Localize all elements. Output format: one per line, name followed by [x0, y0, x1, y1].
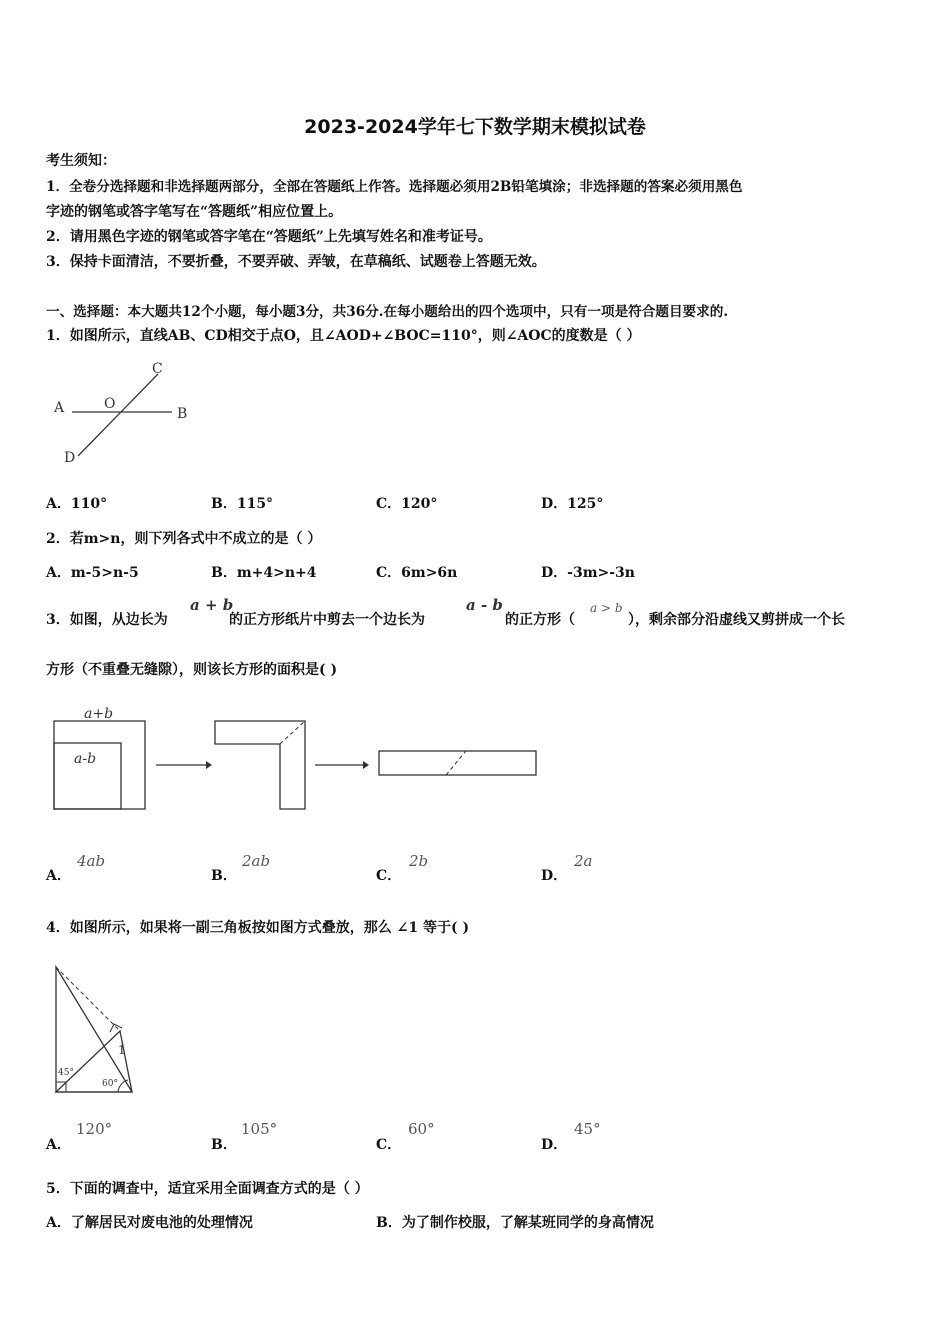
label-60: 60° [102, 1079, 118, 1089]
arrow-1-head [206, 761, 212, 769]
q3-condition: a > b [590, 601, 623, 615]
q4-option-d-letter[interactable]: D． [541, 1137, 568, 1153]
long-rectangle [379, 751, 536, 775]
label-angle-1: 1 [118, 1043, 126, 1057]
notice-item-2: 2．请用黑色字迹的钢笔或答字笔在“答题纸”上先填写姓名和准考证号。 [46, 229, 492, 245]
q5-option-b[interactable]: B．为了制作校服，了解某班同学的身高情况 [376, 1215, 654, 1231]
q3-expr-a-minus-b: a - b [466, 596, 503, 614]
label-o: O [104, 396, 116, 412]
q5-stem: 5．下面的调查中，适宜采用全面调查方式的是（ ） [46, 1181, 369, 1197]
q4-stem: 4．如图所示，如果将一副三角板按如图方式叠放，那么 ∠1 等于( ) [46, 920, 470, 936]
q3-stem-line-2: 方形（不重叠无缝隙），则该长方形的面积是( ) [46, 662, 338, 678]
label-45: 45° [58, 1068, 74, 1078]
q2-option-c[interactable]: C．6m>6n [376, 565, 458, 581]
triangle-60 [56, 1031, 132, 1092]
q3-option-b-value[interactable]: 2ab [242, 852, 271, 870]
label-c: C [152, 361, 163, 377]
q3-option-a-value[interactable]: 4ab [77, 852, 106, 870]
q4-figure [48, 962, 148, 1097]
q1-option-b[interactable]: B．115° [211, 496, 274, 512]
q4-option-c-letter[interactable]: C． [376, 1137, 402, 1153]
hidden-edge [56, 967, 120, 1031]
line-cd [78, 374, 158, 456]
q3-stem-part-4: ），剩余部分沿虚线又剪拼成一个长 [628, 612, 845, 628]
outer-square [54, 721, 145, 809]
q3-option-b-letter[interactable]: B． [211, 868, 237, 884]
q3-option-a-letter[interactable]: A． [46, 868, 71, 884]
q3-option-d-value[interactable]: 2a [574, 852, 593, 870]
q2-option-b[interactable]: B．m+4>n+4 [211, 565, 317, 581]
q4-option-a-value[interactable]: 120° [76, 1120, 113, 1138]
notice-item-1-line-2: 字迹的钢笔或答字笔写在“答题纸”相应位置上。 [46, 204, 343, 220]
rectangle-cut [446, 751, 466, 775]
q1-option-a[interactable]: A．110° [46, 496, 108, 512]
notice-heading: 考生须知： [46, 153, 116, 169]
label-a-minus-b: a-b [74, 751, 97, 767]
notice-item-1-line-1: 1．全卷分选择题和非选择题两部分，全部在答题纸上作答。选择题必须用2B铅笔填涂；非选择题的答案必须用黑色 [46, 179, 743, 195]
q4-option-d-value[interactable]: 45° [574, 1120, 601, 1138]
label-d: D [64, 450, 76, 466]
q1-stem: 1．如图所示，直线AB、CD相交于点O，且∠AOD+∠BOC=110°，则∠AOC的度数是（ ） [46, 328, 641, 344]
label-a-plus-b: a+b [84, 706, 114, 722]
arrow-2-head [363, 761, 369, 769]
q3-option-c-value[interactable]: 2b [409, 852, 429, 870]
q3-option-c-letter[interactable]: C． [376, 868, 402, 884]
q1-figure [50, 360, 200, 470]
q3-figure [48, 700, 548, 820]
q3-stem-part-2: 的正方形纸片中剪去一个边长为 [229, 612, 425, 628]
q1-option-c[interactable]: C．120° [376, 496, 438, 512]
q4-option-a-letter[interactable]: A． [46, 1137, 71, 1153]
label-b: B [177, 406, 188, 422]
q4-option-c-value[interactable]: 60° [408, 1120, 435, 1138]
q2-option-a[interactable]: A．m-5>n-5 [46, 565, 139, 581]
q3-expr-a-plus-b: a + b [190, 596, 234, 614]
q3-stem-part-1: 3．如图，从边长为 [46, 612, 168, 628]
q3-option-d-letter[interactable]: D． [541, 868, 568, 884]
q4-option-b-value[interactable]: 105° [241, 1120, 278, 1138]
q5-option-a[interactable]: A．了解居民对废电池的处理情况 [46, 1215, 253, 1231]
q1-option-d[interactable]: D．125° [541, 496, 604, 512]
q2-option-d[interactable]: D．-3m>-3n [541, 565, 635, 581]
l-shape-cut [280, 721, 305, 744]
section-heading: 一、选择题：本大题共12个小题，每小题3分，共36分.在每小题给出的四个选项中，只有一项是符合题目要求的. [46, 304, 729, 320]
label-a: A [54, 400, 65, 416]
q4-option-b-letter[interactable]: B． [211, 1137, 237, 1153]
l-shape [215, 721, 305, 809]
notice-item-3: 3．保持卡面清洁，不要折叠，不要弄破、弄皱，在草稿纸、试题卷上答题无效。 [46, 254, 546, 270]
q2-stem: 2．若m>n，则下列各式中不成立的是（ ） [46, 531, 322, 547]
page-title: 2023-2024学年七下数学期末模拟试卷 [304, 116, 646, 138]
q3-stem-part-3: 的正方形（ [505, 612, 575, 628]
